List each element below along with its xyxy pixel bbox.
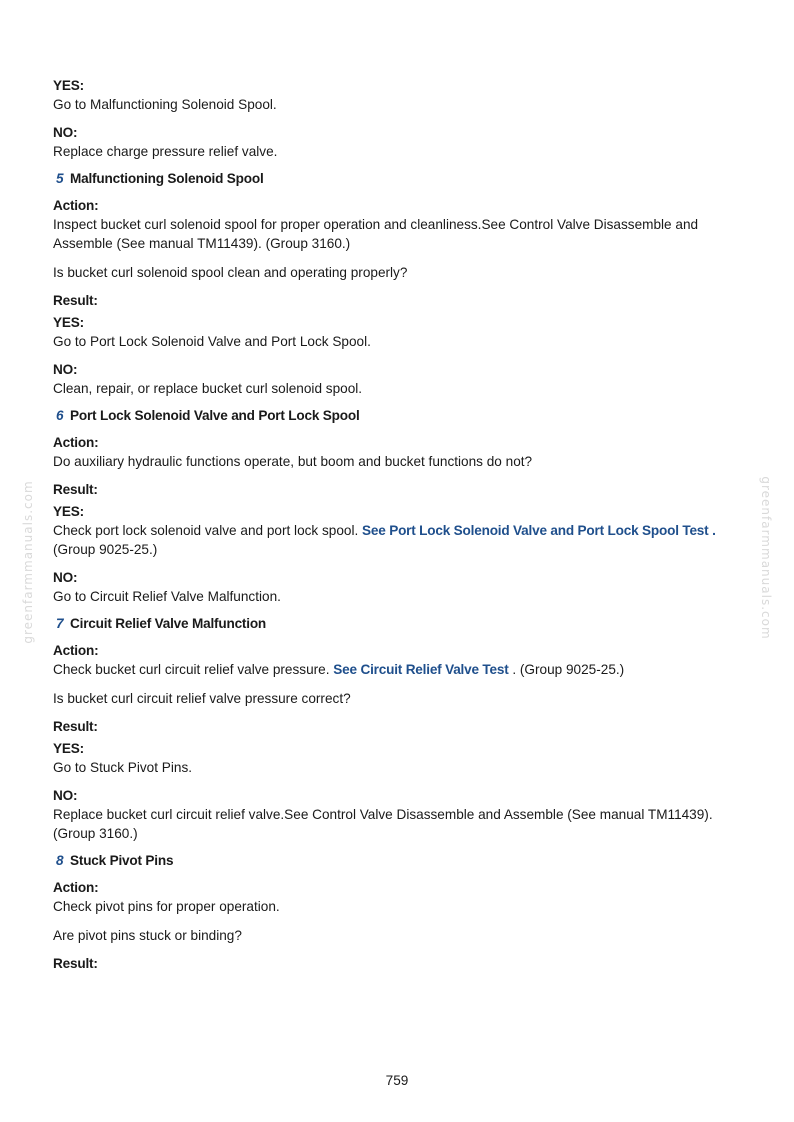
step-5-no-label: NO: bbox=[53, 362, 78, 377]
step-6-heading bbox=[53, 406, 753, 426]
step-5-action-label: Action: bbox=[53, 198, 99, 213]
step-8-number: 8 bbox=[56, 853, 64, 868]
step-7-action-text bbox=[53, 660, 753, 679]
step-5-action-text: Inspect bucket curl solenoid spool for proper operation and cleanliness.See Control Valve Disassemble and Assemble (See manual TM11439). (Group 3160.) bbox=[53, 217, 699, 251]
step-5 bbox=[53, 169, 753, 398]
step-8-question: Are pivot pins stuck or binding? bbox=[53, 928, 242, 943]
step-5-title: Malfunctioning Solenoid Spool bbox=[70, 171, 264, 186]
step-8-heading bbox=[53, 851, 753, 871]
step-6-number: 6 bbox=[56, 408, 64, 423]
step-6-yes-text-before: Check port lock solenoid valve and port lock spool. bbox=[53, 523, 363, 538]
port-lock-test-link[interactable]: See Port Lock Solenoid Valve and Port Lock Spool Test . bbox=[362, 523, 716, 538]
step-5-question: Is bucket curl solenoid spool clean and operating properly? bbox=[53, 265, 408, 280]
step-7-no-label: NO: bbox=[53, 788, 78, 803]
page-number: 759 bbox=[385, 1073, 409, 1088]
step-7 bbox=[53, 614, 753, 843]
step-8-title: Stuck Pivot Pins bbox=[70, 853, 174, 868]
watermark-right: greenfarmmanuals.com bbox=[759, 476, 773, 640]
step-6-no-text: Go to Circuit Relief Valve Malfunction. bbox=[53, 589, 281, 604]
document-body bbox=[53, 77, 753, 973]
step-6-action-label: Action: bbox=[53, 435, 99, 450]
step-6-action-text: Do auxiliary hydraulic functions operate, but boom and bucket functions do not? bbox=[53, 454, 533, 469]
circuit-relief-valve-test-link[interactable]: See Circuit Relief Valve Test bbox=[333, 662, 509, 677]
step-5-result-label: Result: bbox=[53, 293, 98, 308]
step-7-question: Is bucket curl circuit relief valve pressure correct? bbox=[53, 691, 351, 706]
step-6-result-label: Result: bbox=[53, 482, 98, 497]
intro-no-text: Replace charge pressure relief valve. bbox=[53, 144, 278, 159]
step-8-action-label: Action: bbox=[53, 880, 99, 895]
step-7-result-label: Result: bbox=[53, 719, 98, 734]
step-8-action-text: Check pivot pins for proper operation. bbox=[53, 899, 280, 914]
step-7-action-text-after: . (Group 9025-25.) bbox=[508, 662, 625, 677]
intro-yes-label: YES: bbox=[53, 78, 84, 93]
step-6 bbox=[53, 406, 753, 606]
step-6-yes-text bbox=[53, 521, 753, 559]
step-5-number: 5 bbox=[56, 171, 64, 186]
step-5-yes-label: YES: bbox=[53, 315, 84, 330]
step-7-action-text-before: Check bucket curl circuit relief valve pressure. bbox=[53, 662, 334, 677]
step-7-yes-text: Go to Stuck Pivot Pins. bbox=[53, 760, 193, 775]
step-7-title: Circuit Relief Valve Malfunction bbox=[70, 616, 267, 631]
step-7-yes-label: YES: bbox=[53, 741, 84, 756]
step-7-number: 7 bbox=[56, 616, 64, 631]
step-7-no-text: Replace bucket curl circuit relief valve.See Control Valve Disassemble and Assemble (See manual TM11439). (Group 3160.) bbox=[53, 807, 713, 841]
intro-no-label: NO: bbox=[53, 125, 78, 140]
step-5-yes-text: Go to Port Lock Solenoid Valve and Port Lock Spool. bbox=[53, 334, 371, 349]
intro-yes-text: Go to Malfunctioning Solenoid Spool. bbox=[53, 97, 277, 112]
watermark-left: greenfarmmanuals.com bbox=[21, 480, 35, 644]
step-6-no-label: NO: bbox=[53, 570, 78, 585]
step-6-yes-label: YES: bbox=[53, 504, 84, 519]
step-8-result-label: Result: bbox=[53, 956, 98, 971]
step-5-heading bbox=[53, 169, 753, 189]
step-7-heading bbox=[53, 614, 753, 634]
step-6-yes-text-after: (Group 9025-25.) bbox=[53, 542, 158, 557]
step-8 bbox=[53, 851, 753, 973]
step-5-no-text: Clean, repair, or replace bucket curl solenoid spool. bbox=[53, 381, 363, 396]
step-7-action-label: Action: bbox=[53, 643, 99, 658]
step-6-title: Port Lock Solenoid Valve and Port Lock Spool bbox=[70, 408, 360, 423]
